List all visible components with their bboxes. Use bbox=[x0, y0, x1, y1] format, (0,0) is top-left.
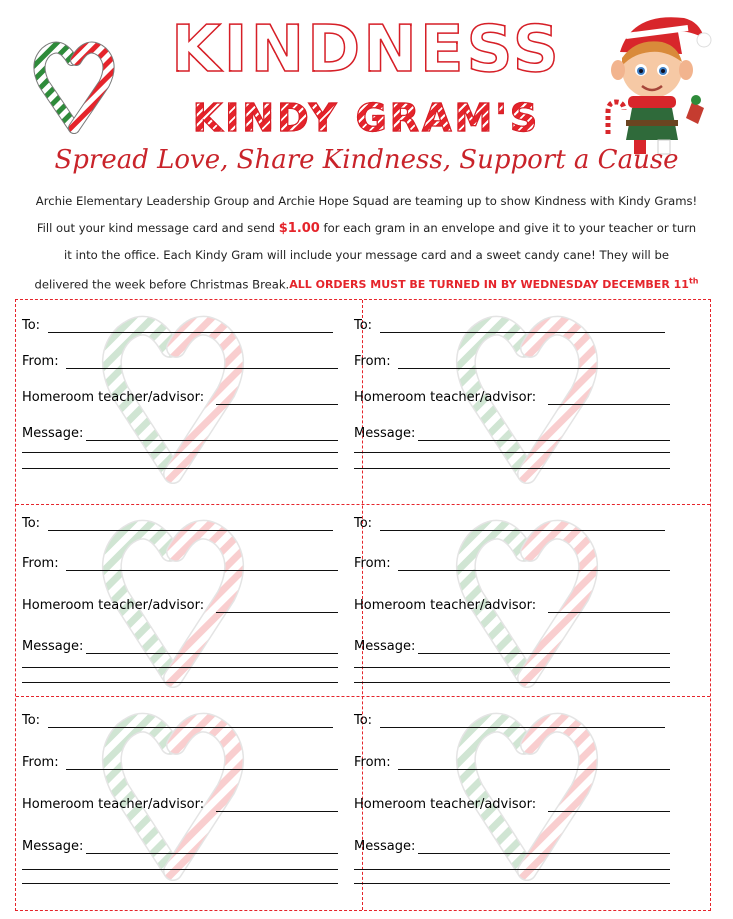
elf-illustration-icon bbox=[592, 8, 716, 158]
intro-line-2b: for each gram in an envelope and give it to your teacher or turn bbox=[319, 220, 697, 235]
to-input[interactable] bbox=[48, 332, 333, 333]
to-input[interactable] bbox=[48, 530, 333, 531]
kindy-gram-card bbox=[348, 697, 694, 910]
from-input[interactable] bbox=[66, 769, 338, 770]
message-line[interactable] bbox=[354, 468, 670, 469]
from-input[interactable] bbox=[66, 570, 338, 571]
kindy-gram-card bbox=[348, 504, 694, 697]
homeroom-label: Homeroom teacher/advisor: bbox=[22, 598, 205, 613]
homeroom-input[interactable] bbox=[216, 811, 338, 812]
intro-line-4 bbox=[14, 269, 719, 299]
homeroom-input[interactable] bbox=[548, 612, 670, 613]
from-label: From: bbox=[22, 556, 59, 571]
deadline-text: ALL ORDERS MUST BE TURNED IN BY WEDNESDAY DECEMBER 11 bbox=[289, 278, 689, 292]
kindy-gram-card bbox=[16, 504, 362, 697]
message-input[interactable] bbox=[86, 653, 338, 654]
homeroom-input[interactable] bbox=[216, 612, 338, 613]
to-input[interactable] bbox=[380, 332, 665, 333]
intro-line-3: it into the office. Each Kindy Gram will include your message card and a sweet candy cane! They will be bbox=[64, 248, 669, 262]
page-title: KINDNESS bbox=[0, 14, 733, 86]
from-input[interactable] bbox=[398, 570, 670, 571]
message-input[interactable] bbox=[418, 653, 670, 654]
from-label: From: bbox=[354, 755, 391, 770]
deadline-superscript: th bbox=[688, 276, 699, 286]
from-input[interactable] bbox=[398, 368, 670, 369]
message-label: Message: bbox=[354, 639, 416, 654]
message-input[interactable] bbox=[86, 440, 338, 441]
kindy-gram-card bbox=[16, 300, 362, 504]
message-label: Message: bbox=[22, 839, 84, 854]
from-input[interactable] bbox=[398, 769, 670, 770]
intro-line-2 bbox=[14, 215, 719, 243]
message-input[interactable] bbox=[86, 853, 338, 854]
deadline-notice bbox=[289, 278, 698, 291]
homeroom-input[interactable] bbox=[548, 404, 670, 405]
to-input[interactable] bbox=[380, 530, 665, 531]
message-input[interactable] bbox=[418, 440, 670, 441]
message-line[interactable] bbox=[354, 869, 670, 870]
from-label: From: bbox=[354, 354, 391, 369]
message-line[interactable] bbox=[354, 883, 670, 884]
kindy-gram-card bbox=[16, 697, 362, 910]
message-line[interactable] bbox=[22, 883, 338, 884]
homeroom-input[interactable] bbox=[216, 404, 338, 405]
kindy-gram-card bbox=[348, 300, 694, 504]
to-label: To: bbox=[354, 713, 373, 728]
tagline: Spread Love, Share Kindness, Support a Cause bbox=[54, 145, 679, 175]
candy-cane-heart-watermark-icon bbox=[98, 705, 248, 881]
to-input[interactable] bbox=[48, 727, 333, 728]
page-subtitle: KINDY GRAM'S bbox=[0, 96, 733, 140]
to-label: To: bbox=[354, 516, 373, 531]
message-label: Message: bbox=[354, 426, 416, 441]
from-label: From: bbox=[22, 354, 59, 369]
homeroom-label: Homeroom teacher/advisor: bbox=[22, 390, 205, 405]
candy-cane-heart-watermark-icon bbox=[452, 705, 602, 881]
message-line[interactable] bbox=[354, 682, 670, 683]
homeroom-label: Homeroom teacher/advisor: bbox=[22, 797, 205, 812]
from-label: From: bbox=[354, 556, 391, 571]
from-input[interactable] bbox=[66, 368, 338, 369]
message-label: Message: bbox=[22, 426, 84, 441]
message-line[interactable] bbox=[354, 452, 670, 453]
message-line[interactable] bbox=[22, 682, 338, 683]
message-label: Message: bbox=[22, 639, 84, 654]
message-input[interactable] bbox=[418, 853, 670, 854]
intro-line-1: Archie Elementary Leadership Group and Archie Hope Squad are teaming up to show Kindness with Kindy Grams! bbox=[35, 194, 698, 208]
to-label: To: bbox=[22, 318, 41, 333]
to-label: To: bbox=[22, 516, 41, 531]
message-line[interactable] bbox=[354, 667, 670, 668]
homeroom-label: Homeroom teacher/advisor: bbox=[354, 390, 537, 405]
header bbox=[0, 0, 733, 180]
message-line[interactable] bbox=[22, 468, 338, 469]
message-line[interactable] bbox=[22, 452, 338, 453]
message-line[interactable] bbox=[22, 667, 338, 668]
intro-line-2a: Fill out your kind message card and send bbox=[36, 220, 279, 235]
price: $1.00 bbox=[278, 220, 320, 236]
to-label: To: bbox=[22, 713, 41, 728]
from-label: From: bbox=[22, 755, 59, 770]
intro-paragraph bbox=[14, 188, 719, 299]
to-label: To: bbox=[354, 318, 373, 333]
message-label: Message: bbox=[354, 839, 416, 854]
homeroom-input[interactable] bbox=[548, 811, 670, 812]
intro-line-4a: delivered the week before Christmas Break. bbox=[34, 277, 290, 292]
homeroom-label: Homeroom teacher/advisor: bbox=[354, 797, 537, 812]
message-line[interactable] bbox=[22, 869, 338, 870]
homeroom-label: Homeroom teacher/advisor: bbox=[354, 598, 537, 613]
to-input[interactable] bbox=[380, 727, 665, 728]
